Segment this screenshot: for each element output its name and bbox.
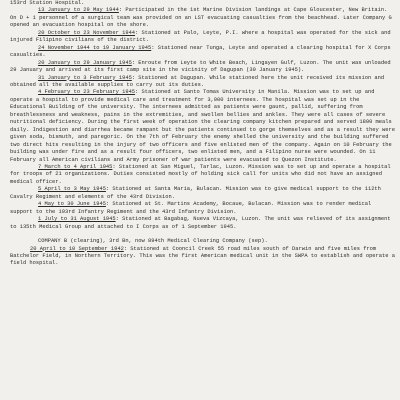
entry-date: 4 February to 23 February 1945 xyxy=(38,89,136,96)
entry-text: : Participated in the 1st Marine Division landings at Cape Gloucester, New Britain. On D + 1 personnel of a surgical team was provided on an LST evacuating casualties from the beachhead. Later Company G opened an evacuation hospital on the shore. xyxy=(10,7,392,29)
entry-text: : Stationed at Bagabag, Nueva Vizcaya, Luzon. The unit was relieved of its assignment to 135th Medical Group and attached to I Corps as of 1 September 1945. xyxy=(10,216,391,230)
entry-date: 31 January to 3 February 1945 xyxy=(38,74,132,81)
entry-text: : Stationed at Palo, Leyte, P.I. where a hospital was operated for the sick and injured Filipino civilians of the district. xyxy=(10,29,391,44)
entry-text: : Stationed at Dagupan. While stationed here the unit received its mission and obtained all the available supplies to carry out its duties. xyxy=(10,74,385,88)
entry-date: 20 January to 29 January 1945 xyxy=(38,59,132,66)
entry-date: 4 May to 30 June 1945 xyxy=(38,201,106,208)
entry-text: : Stationed at Santa Maria, Bulacan. Mission was to give medical support to the 112th Cavalry Regiment and elements of the 43rd Division. xyxy=(10,186,381,200)
entry-text: : Stationed at St. Martins Academy, Bocaue, Bulacan. Mission was to render medical support to the 103rd Infantry Regiment and the 43rd Infantry Division. xyxy=(10,201,372,215)
entry-date: 20 October to 23 November 1944 xyxy=(38,29,136,36)
entry-date: 24 November 1944 to 19 January 1945 xyxy=(38,44,152,51)
entry-date: 20 April to 10 September 1942 xyxy=(30,245,124,252)
entry-paragraph xyxy=(10,30,396,45)
entry-date: 1 July to 31 August 1945 xyxy=(38,216,116,223)
entry-text: : Enroute from Leyte to White Beach, Lingayen Gulf, Luzon. The unit was unloaded 29 January and arrived at its first camp site in the vicinity of Dagupan (30 January 1945). xyxy=(10,59,391,74)
entry-date: 7 March to 4 April 1945 xyxy=(38,163,113,170)
entry-text: : Stationed near Tunga, Leyte and operated a clearing hospital for X Corps casualties. xyxy=(10,44,391,59)
entry-paragraph xyxy=(10,246,396,268)
entry-paragraph xyxy=(10,216,396,231)
entry-paragraph xyxy=(10,186,396,201)
entry-text: : Stationed at Santo Tomas University in Manila. Mission was to set up and operate a hospital to provide medical care and treatment for 3,000 internees. The hospital was set up in the Educational Building of the university. The internees admitted as patients were gaunt, pallid, suffering from breathlessness and weakness, pains in the extremities, and swollen bellies and ankles. They were all cases of severe nutritional deficiency. During the first week of operation the clearing company kitchen prepared and served 1800 meals daily. Indigestion and diarrhea became rampant but the patients continued to gorge themselves and as a result they were given soda, bismuth, and paregoric. On the 7th of February the enemy shelled the university and the building suffered two direct hits resulting in the injury of two officers and five enlisted men of the company. Again on 10 February the building was under fire and as a result four officers, two enlisted men, and a Filipino nurse were wounded. On 11 February all American civilians and Army prisoner of war patients were evacuated to Quezon Institute. xyxy=(10,89,395,163)
entry-paragraph xyxy=(10,201,396,216)
entry-paragraph xyxy=(10,45,396,60)
company-heading xyxy=(10,238,396,245)
entry-date: 13 January to 29 May 1944 xyxy=(38,7,119,14)
company-heading-text: COMPANY B (clearing), 3rd Bn, now 894th Medical Clearing Company (sep). xyxy=(38,238,268,245)
entry-text: : Stationed at Cooncil Creek 55 road miles south of Darwin and five miles from Batchelor Field, in Northern Territory. This was the first American medical unit in the SWPA to establish and operate a field hospital. xyxy=(10,245,395,267)
entry-text: : Stationed at San Miguel, Tarlac, Luzon. Mission was to set up and operate a hospital for troops of 21 organizations. Duties consisted mostly of holding sick call for units who did not have an assigned medical officer. xyxy=(10,163,391,185)
entry-paragraph xyxy=(10,164,396,186)
entry-paragraph xyxy=(10,7,396,29)
entry-paragraph xyxy=(10,89,396,164)
entry-date: 5 April to 3 May 1945 xyxy=(38,186,106,193)
entry-paragraph xyxy=(10,60,396,75)
top-line: 153rd Station Hospital. xyxy=(10,0,85,6)
entry-paragraph xyxy=(10,75,396,90)
